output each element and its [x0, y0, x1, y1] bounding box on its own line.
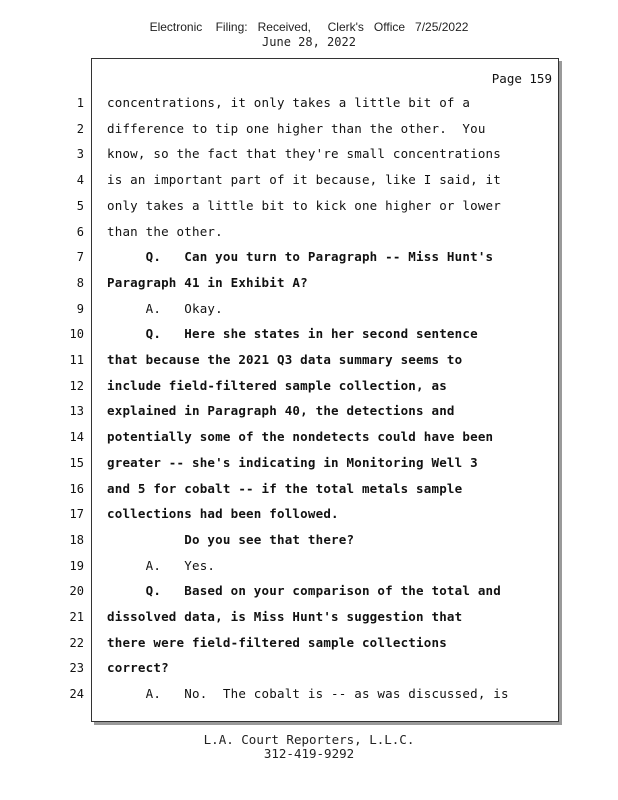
line-number: 5: [76, 199, 84, 213]
line-number: 15: [69, 456, 84, 470]
line-number: 7: [76, 250, 84, 264]
line-number: 3: [76, 147, 84, 161]
line-number: 8: [76, 276, 84, 290]
transcript-line: Q. Here she states in her second sentence: [107, 326, 478, 341]
transcript-line: A. Okay.: [107, 301, 223, 316]
line-number: 18: [69, 533, 84, 547]
line-number: 12: [69, 379, 84, 393]
transcript-line: is an important part of it because, like I said, it: [107, 172, 502, 187]
transcript-line: A. No. The cobalt is -- as was discussed, is: [107, 686, 509, 701]
reporter-name: L.A. Court Reporters, L.L.C.: [203, 732, 415, 747]
transcript-line: Q. Based on your comparison of the total and: [107, 583, 502, 598]
line-number: 4: [76, 173, 84, 187]
transcript-line: Paragraph 41 in Exhibit A?: [107, 275, 308, 290]
line-number: 2: [76, 122, 84, 136]
hearing-date: June 28, 2022: [262, 35, 356, 49]
transcript-line: only takes a little bit to kick one higher or lower: [107, 198, 502, 213]
transcript-line: that because the 2021 Q3 data summary seems to: [107, 352, 463, 367]
line-number: 16: [69, 482, 84, 496]
transcript-line: collections had been followed.: [107, 506, 339, 521]
line-number: 10: [69, 327, 84, 341]
line-number: 6: [76, 225, 84, 239]
line-number: 17: [69, 507, 84, 521]
transcript-line: dissolved data, is Miss Hunt's suggestion that: [107, 609, 463, 624]
line-number: 19: [69, 559, 84, 573]
transcript-line: Do you see that there?: [107, 532, 355, 547]
page-number: Page 159: [491, 71, 552, 86]
transcript-line: there were field-filtered sample collections: [107, 635, 447, 650]
line-number: 14: [69, 430, 84, 444]
transcript-line: and 5 for cobalt -- if the total metals sample: [107, 481, 463, 496]
transcript-line: correct?: [107, 660, 169, 675]
line-number: 21: [69, 610, 84, 624]
transcript-line: include field-filtered sample collection, as: [107, 378, 447, 393]
filing-stamp: Electronic Filing: Received, Clerk's Office 7/25/2022: [149, 20, 469, 34]
transcript-line: potentially some of the nondetects could have been: [107, 429, 494, 444]
reporter-phone: 312-419-9292: [263, 746, 355, 761]
transcript-line: explained in Paragraph 40, the detections and: [107, 403, 455, 418]
transcript-line: greater -- she's indicating in Monitoring Well 3: [107, 455, 478, 470]
line-number: 9: [76, 302, 84, 316]
transcript-line: A. Yes.: [107, 558, 216, 573]
line-number: 11: [69, 353, 84, 367]
transcript-line: know, so the fact that they're small concentrations: [107, 146, 502, 161]
line-number: 1: [76, 96, 84, 110]
line-number: 24: [69, 687, 84, 701]
transcript-line: than the other.: [107, 224, 223, 239]
line-number: 20: [69, 584, 84, 598]
transcript-line: difference to tip one higher than the other. You: [107, 121, 486, 136]
line-number: 23: [69, 661, 84, 675]
line-number: 22: [69, 636, 84, 650]
transcript-line: concentrations, it only takes a little bit of a: [107, 95, 471, 110]
line-number: 13: [69, 404, 84, 418]
transcript-line: Q. Can you turn to Paragraph -- Miss Hunt's: [107, 249, 494, 264]
